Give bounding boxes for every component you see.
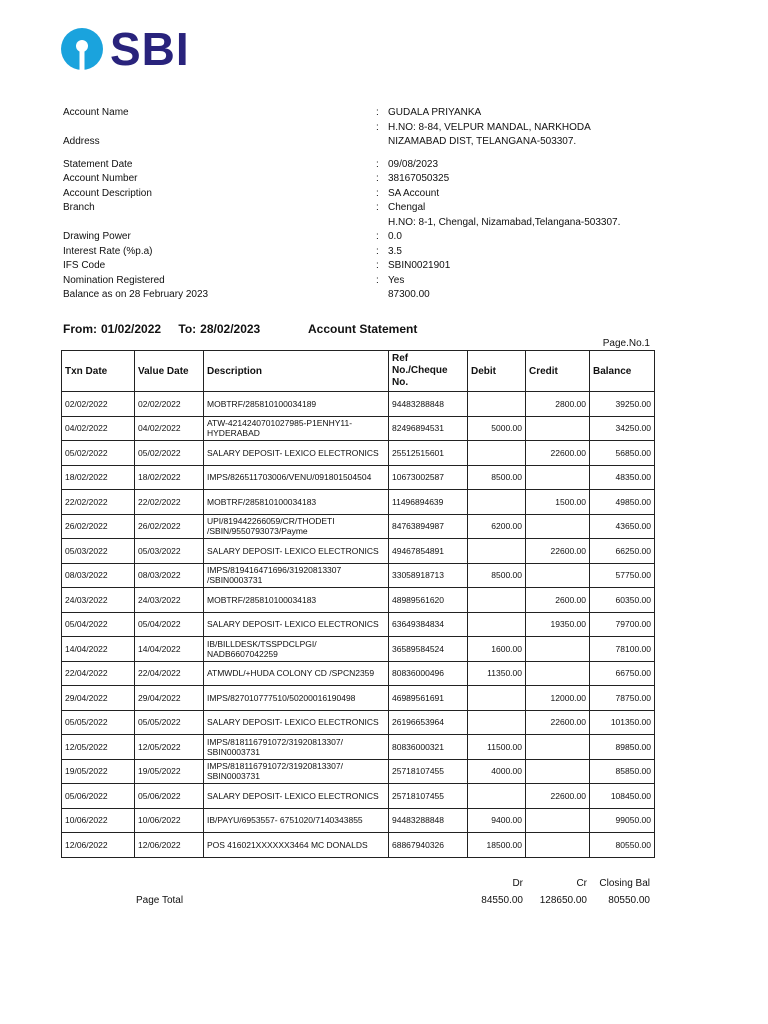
cell-balance: 85850.00 — [590, 759, 655, 784]
cell-txn-date: 05/05/2022 — [62, 710, 135, 735]
cell-credit — [526, 465, 590, 490]
cell-txn-date: 29/04/2022 — [62, 686, 135, 711]
cell-credit — [526, 563, 590, 588]
cell-txn-date: 14/04/2022 — [62, 637, 135, 662]
cell-debit: 11350.00 — [468, 661, 526, 686]
cell-txn-date: 22/04/2022 — [62, 661, 135, 686]
cell-credit: 22600.00 — [526, 539, 590, 564]
cell-balance: 79700.00 — [590, 612, 655, 637]
cell-ref-no: 68867940326 — [389, 833, 468, 858]
cell-value-date: 04/02/2022 — [135, 416, 204, 441]
cell-debit — [468, 686, 526, 711]
info-sep: : — [376, 245, 379, 257]
table-header-row — [62, 351, 655, 392]
info-row — [63, 121, 703, 136]
cell-description: IMPS/827010777510/50200016190498 — [204, 686, 389, 711]
info-sep: : — [376, 274, 379, 286]
cell-credit — [526, 759, 590, 784]
cell-description: ATW-4214240701027985-P1ENHY11-HYDERABAD — [204, 416, 389, 441]
table-row — [62, 784, 655, 809]
cell-value-date: 02/02/2022 — [135, 392, 204, 417]
cell-txn-date: 04/02/2022 — [62, 416, 135, 441]
cell-balance: 56850.00 — [590, 441, 655, 466]
cell-txn-date: 24/03/2022 — [62, 588, 135, 613]
cell-ref-no: 25718107455 — [389, 759, 468, 784]
info-val: H.NO: 8-1, Chengal, Nizamabad,Telangana-503307. — [388, 216, 621, 228]
cell-debit — [468, 490, 526, 515]
cell-description: IB/BILLDESK/TSSPDCLPGI/ NADB6607042259 — [204, 637, 389, 662]
cell-debit — [468, 710, 526, 735]
cell-credit — [526, 833, 590, 858]
cell-balance: 57750.00 — [590, 563, 655, 588]
cell-value-date: 05/03/2022 — [135, 539, 204, 564]
info-val: SA Account — [388, 187, 440, 199]
info-row — [63, 216, 703, 231]
info-label: Nomination Registered — [63, 274, 165, 286]
cell-txn-date: 18/02/2022 — [62, 465, 135, 490]
table-row — [62, 759, 655, 784]
to-label: To: — [178, 322, 197, 336]
statement-period — [63, 322, 268, 336]
info-label: IFS Code — [63, 260, 106, 271]
header-ref-no: Ref No./Cheque No. — [389, 351, 468, 392]
cell-value-date: 10/06/2022 — [135, 808, 204, 833]
cell-value-date: 08/03/2022 — [135, 563, 204, 588]
cell-txn-date: 22/02/2022 — [62, 490, 135, 515]
cell-txn-date: 19/05/2022 — [62, 759, 135, 784]
cell-description: SALARY DEPOSIT- LEXICO ELECTRONICS — [204, 612, 389, 637]
info-row — [63, 135, 703, 150]
cell-debit — [468, 441, 526, 466]
cell-debit: 8500.00 — [468, 563, 526, 588]
cell-description: UPI/819442266059/CR/THODETI /SBIN/9550793073/Payme — [204, 514, 389, 539]
info-label: Account Number — [63, 173, 138, 184]
table-row — [62, 416, 655, 441]
from-date: 01/02/2022 — [101, 322, 162, 336]
cell-credit: 22600.00 — [526, 710, 590, 735]
dr-total: 84550.00 — [481, 895, 523, 906]
cell-balance: 80550.00 — [590, 833, 655, 858]
cell-value-date: 18/02/2022 — [135, 465, 204, 490]
cell-debit — [468, 392, 526, 417]
cell-txn-date: 08/03/2022 — [62, 563, 135, 588]
info-label: Statement Date — [63, 158, 133, 170]
cell-value-date: 19/05/2022 — [135, 759, 204, 784]
cell-ref-no: 49467854891 — [389, 539, 468, 564]
table-row — [62, 539, 655, 564]
info-sep: : — [376, 260, 379, 271]
cell-ref-no: 11496894639 — [389, 490, 468, 515]
header-description: Description — [204, 351, 389, 392]
cell-description: IMPS/818116791072/31920813307/ SBIN0003731 — [204, 759, 389, 784]
cell-balance: 78100.00 — [590, 637, 655, 662]
to-date: 28/02/2023 — [200, 322, 261, 336]
info-label: Account Name — [63, 107, 129, 118]
cell-description: POS 416021XXXXXX3464 MC DONALDS — [204, 833, 389, 858]
cell-credit: 12000.00 — [526, 686, 590, 711]
cell-debit — [468, 539, 526, 564]
cell-ref-no: 84763894987 — [389, 514, 468, 539]
cell-balance: 60350.00 — [590, 588, 655, 613]
table-row — [62, 612, 655, 637]
cell-txn-date: 05/04/2022 — [62, 612, 135, 637]
sbi-logo-text: SBI — [110, 23, 190, 75]
cell-credit: 19350.00 — [526, 612, 590, 637]
cell-description: SALARY DEPOSIT- LEXICO ELECTRONICS — [204, 441, 389, 466]
info-val: H.NO: 8-84, VELPUR MANDAL, NARKHODA — [388, 121, 591, 133]
info-val: GUDALA PRIYANKA — [388, 107, 482, 118]
cell-value-date: 22/02/2022 — [135, 490, 204, 515]
info-label: Drawing Power — [63, 231, 131, 242]
info-sep: : — [376, 173, 379, 184]
info-row — [63, 150, 703, 158]
info-row — [63, 230, 703, 245]
cell-txn-date: 05/06/2022 — [62, 784, 135, 809]
cell-debit: 8500.00 — [468, 465, 526, 490]
cell-balance: 99050.00 — [590, 808, 655, 833]
transactions-table — [61, 350, 655, 858]
cell-balance: 34250.00 — [590, 416, 655, 441]
cell-debit: 6200.00 — [468, 514, 526, 539]
page-total-label: Page Total — [136, 895, 184, 906]
cell-debit: 1600.00 — [468, 637, 526, 662]
cell-debit: 9400.00 — [468, 808, 526, 833]
info-sep: : — [376, 107, 379, 118]
info-label — [63, 121, 376, 136]
closing-total: 80550.00 — [608, 895, 650, 906]
info-val: 87300.00 — [388, 289, 430, 300]
cell-credit — [526, 808, 590, 833]
cell-value-date: 12/05/2022 — [135, 735, 204, 760]
cell-ref-no: 10673002587 — [389, 465, 468, 490]
info-val: 3.5 — [388, 245, 402, 257]
info-sep — [376, 216, 388, 231]
table-row — [62, 661, 655, 686]
table-row — [62, 686, 655, 711]
table-row — [62, 637, 655, 662]
cell-txn-date: 12/05/2022 — [62, 735, 135, 760]
table-row — [62, 465, 655, 490]
cell-txn-date: 10/06/2022 — [62, 808, 135, 833]
cell-ref-no: 25718107455 — [389, 784, 468, 809]
info-val: 0.0 — [388, 231, 402, 242]
cell-balance: 101350.00 — [590, 710, 655, 735]
table-row — [62, 563, 655, 588]
cell-txn-date: 02/02/2022 — [62, 392, 135, 417]
from-label: From: — [63, 322, 97, 336]
table-row — [62, 514, 655, 539]
cell-credit — [526, 735, 590, 760]
cell-balance: 78750.00 — [590, 686, 655, 711]
info-sep: : — [376, 231, 379, 242]
cell-debit — [468, 612, 526, 637]
cell-ref-no: 26196653964 — [389, 710, 468, 735]
cell-balance: 108450.00 — [590, 784, 655, 809]
info-label: Address — [63, 136, 100, 147]
info-val: 09/08/2023 — [388, 158, 439, 170]
cell-description: IB/PAYU/6953557- 6751020/7140343855 — [204, 808, 389, 833]
table-row — [62, 735, 655, 760]
cell-credit: 2600.00 — [526, 588, 590, 613]
info-label: Account Description — [63, 187, 152, 199]
info-sep — [376, 150, 388, 158]
account-info — [63, 106, 703, 303]
info-row — [63, 288, 703, 303]
cell-value-date: 05/04/2022 — [135, 612, 204, 637]
cell-value-date: 12/06/2022 — [135, 833, 204, 858]
cell-value-date: 05/02/2022 — [135, 441, 204, 466]
cell-balance: 66750.00 — [590, 661, 655, 686]
cr-total: 128650.00 — [539, 895, 587, 906]
cell-balance: 49850.00 — [590, 490, 655, 515]
info-val: Chengal — [388, 202, 426, 213]
cell-value-date: 29/04/2022 — [135, 686, 204, 711]
cell-ref-no: 48989561620 — [389, 588, 468, 613]
cell-debit — [468, 784, 526, 809]
cell-txn-date: 05/02/2022 — [62, 441, 135, 466]
info-label: Branch — [63, 202, 95, 213]
cell-debit: 11500.00 — [468, 735, 526, 760]
cell-credit — [526, 514, 590, 539]
cell-description: SALARY DEPOSIT- LEXICO ELECTRONICS — [204, 539, 389, 564]
header-debit: Debit — [468, 351, 526, 392]
cell-description: MOBTRF/285810100034189 — [204, 392, 389, 417]
info-row — [63, 158, 703, 173]
cell-debit — [468, 588, 526, 613]
dr-label: Dr — [512, 878, 523, 889]
cell-credit: 2800.00 — [526, 392, 590, 417]
cell-txn-date: 26/02/2022 — [62, 514, 135, 539]
table-row — [62, 441, 655, 466]
info-row — [63, 172, 703, 187]
cell-balance: 48350.00 — [590, 465, 655, 490]
cell-txn-date: 12/06/2022 — [62, 833, 135, 858]
cell-ref-no: 33058918713 — [389, 563, 468, 588]
info-label: Interest Rate (%p.a) — [63, 245, 153, 257]
cell-credit — [526, 661, 590, 686]
cell-credit: 1500.00 — [526, 490, 590, 515]
cell-value-date: 26/02/2022 — [135, 514, 204, 539]
cell-ref-no: 25512515601 — [389, 441, 468, 466]
header-value-date: Value Date — [135, 351, 204, 392]
cell-value-date: 05/05/2022 — [135, 710, 204, 735]
info-sep — [376, 288, 388, 303]
cell-description: IMPS/818116791072/31920813307/ SBIN0003731 — [204, 735, 389, 760]
info-sep: : — [376, 158, 379, 170]
info-val: Yes — [388, 274, 405, 286]
header-balance: Balance — [590, 351, 655, 392]
cell-description: IMPS/819416471696/31920813307 /SBIN0003731 — [204, 563, 389, 588]
cell-ref-no: 80836000496 — [389, 661, 468, 686]
cell-ref-no: 94483288848 — [389, 808, 468, 833]
cell-description: SALARY DEPOSIT- LEXICO ELECTRONICS — [204, 784, 389, 809]
cell-debit: 4000.00 — [468, 759, 526, 784]
info-sep: : — [376, 121, 379, 133]
info-val: SBIN0021901 — [388, 260, 451, 271]
cr-label: Cr — [576, 878, 587, 889]
info-label — [63, 216, 376, 231]
table-row — [62, 710, 655, 735]
info-row — [63, 259, 703, 274]
info-label — [63, 150, 376, 158]
cell-credit — [526, 416, 590, 441]
cell-debit: 5000.00 — [468, 416, 526, 441]
cell-ref-no: 63649384834 — [389, 612, 468, 637]
cell-ref-no: 80836000321 — [389, 735, 468, 760]
info-val: 38167050325 — [388, 173, 450, 184]
cell-description: ATMWDL/+HUDA COLONY CD /SPCN2359 — [204, 661, 389, 686]
info-label: Balance as on 28 February 2023 — [63, 289, 209, 300]
header-txn-date: Txn Date — [62, 351, 135, 392]
cell-ref-no: 94483288848 — [389, 392, 468, 417]
cell-balance: 66250.00 — [590, 539, 655, 564]
cell-txn-date: 05/03/2022 — [62, 539, 135, 564]
cell-value-date: 22/04/2022 — [135, 661, 204, 686]
table-row — [62, 490, 655, 515]
cell-ref-no: 36589584524 — [389, 637, 468, 662]
cell-description: IMPS/826511703006/VENU/091801504504 — [204, 465, 389, 490]
cell-description: SALARY DEPOSIT- LEXICO ELECTRONICS — [204, 710, 389, 735]
statement-title: Account Statement — [308, 322, 418, 336]
info-sep: : — [376, 187, 379, 199]
header-credit: Credit — [526, 351, 590, 392]
table-row — [62, 833, 655, 858]
info-val: NIZAMABAD DIST, TELANGANA-503307. — [388, 136, 577, 147]
sbi-keyhole-icon — [60, 27, 104, 71]
info-sep: : — [376, 202, 379, 213]
cell-ref-no: 82496894531 — [389, 416, 468, 441]
cell-value-date: 24/03/2022 — [135, 588, 204, 613]
info-row — [63, 245, 703, 260]
info-row — [63, 274, 703, 289]
cell-credit: 22600.00 — [526, 784, 590, 809]
cell-debit: 18500.00 — [468, 833, 526, 858]
info-row — [63, 187, 703, 202]
cell-value-date: 14/04/2022 — [135, 637, 204, 662]
cell-balance: 39250.00 — [590, 392, 655, 417]
info-sep — [376, 135, 388, 150]
table-row — [62, 392, 655, 417]
cell-description: MOBTRF/285810100034183 — [204, 490, 389, 515]
page-number: Page.No.1 — [602, 338, 650, 349]
closing-bal-label: Closing Bal — [599, 878, 650, 889]
table-row — [62, 588, 655, 613]
sbi-logo — [60, 23, 190, 75]
cell-value-date: 05/06/2022 — [135, 784, 204, 809]
cell-credit: 22600.00 — [526, 441, 590, 466]
cell-credit — [526, 637, 590, 662]
cell-balance: 43650.00 — [590, 514, 655, 539]
info-row — [63, 201, 703, 216]
cell-ref-no: 46989561691 — [389, 686, 468, 711]
info-val — [388, 150, 703, 158]
table-row — [62, 808, 655, 833]
cell-balance: 89850.00 — [590, 735, 655, 760]
cell-description: MOBTRF/285810100034183 — [204, 588, 389, 613]
info-row — [63, 106, 703, 121]
